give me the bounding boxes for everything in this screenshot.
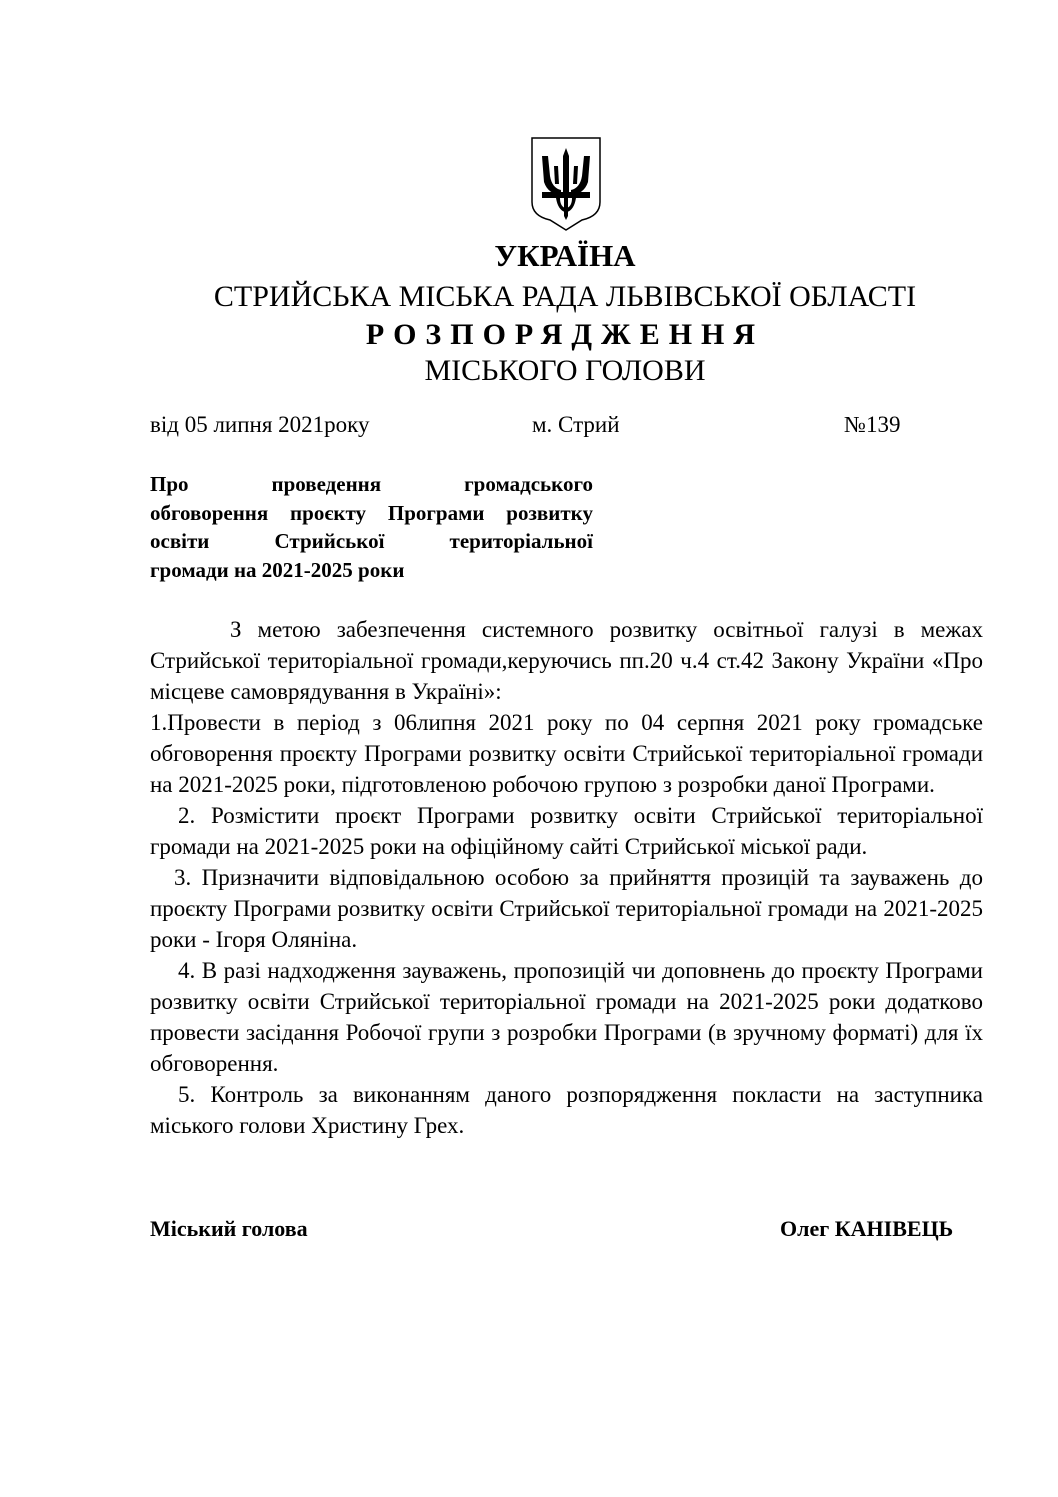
body-item-5: 5. Контроль за виконанням даного розпорядження покласти на заступника міського голови Христину Грех. — [150, 1082, 983, 1138]
body-intro: З метою забезпечення системного розвитку освітньої галузі в межах Стрийської територіальної громади,керуючись пп.20 ч.4 ст.42 Закону України «Про місцеве самоврядування в Україні»: — [150, 617, 983, 704]
subject-line: обговорення проєкту Програми розвитку — [150, 500, 593, 525]
issuer-heading: МІСЬКОГО ГОЛОВИ — [424, 354, 706, 387]
document-city: м. Стрий — [532, 412, 620, 437]
subject-line: громади на 2021-2025 роки — [150, 557, 405, 582]
document-number: №139 — [844, 412, 901, 437]
council-heading: СТРИЙСЬКА МІСЬКА РАДА ЛЬВІВСЬКОЇ ОБЛАСТІ — [213, 280, 917, 313]
country-heading: УКРАЇНА — [494, 238, 636, 273]
body-item-3: 3. Призначити відповідальною особою за прийняття прозицій та зауважень до проєкту Програми розвитку освіти Стрийської територіальної громади на 2021-2025 роки - Ігоря Оляніна. — [150, 865, 983, 952]
body-item-2: 2. Розмістити проєкт Програми розвитку освіти Стрийської територіальної громади на 2021-2025 роки на офіційному сайті Стрийської міської ради. — [150, 803, 983, 859]
signatory-title: Міський голова — [150, 1216, 308, 1241]
document-date: від 05 липня 2021року — [150, 412, 370, 437]
document-body — [150, 614, 983, 1141]
document-subject — [150, 470, 593, 584]
subject-line: Про проведення громадського — [150, 472, 593, 496]
subject-line: освіти Стрийської територіальної — [150, 529, 593, 553]
body-item-1: 1.Провести в період з 06липня 2021 року по 04 серпня 2021 року громадське обговорення проєкту Програми розвитку освіти Стрийської територіальної громади на 2021-2025 роки, підготовленою робочою групою з розробки даної Програми. — [150, 710, 983, 797]
body-item-4: 4. В разі надходження зауважень, пропозицій чи доповнень до проєкту Програми розвитку освіти Стрийської територіальної громади на 2021-2025 роки додатково провести засідання Робочої групи з розробки Програми (в зручному форматі) для їх обговорення. — [150, 958, 983, 1076]
document-type-heading: РОЗПОРЯДЖЕННЯ — [365, 318, 765, 351]
signatory-name: Олег КАНІВЕЦЬ — [780, 1216, 954, 1241]
trident-coat-of-arms-icon — [528, 132, 604, 232]
